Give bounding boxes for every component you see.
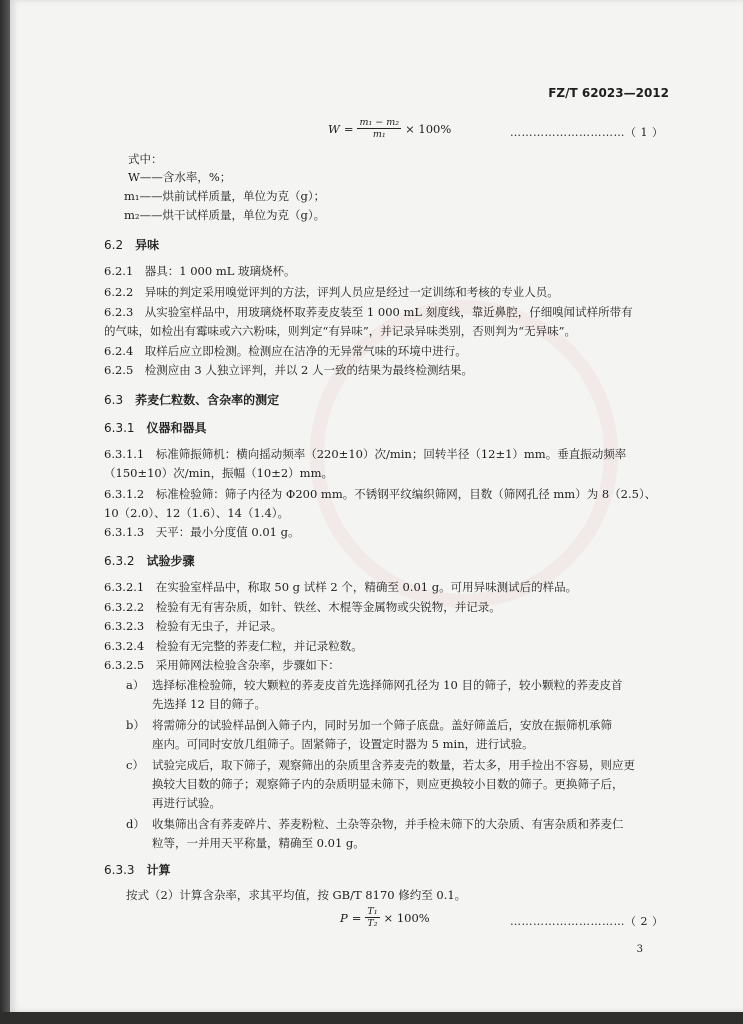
step-a-line-2: 先选择 12 目的筛子。	[152, 697, 266, 711]
step-c-line-2: 换较大目数的筛子；观察筛子内的杂质明显未筛下，则应更换较小目数的筛子。更换筛子后，	[152, 777, 624, 791]
para-6-3-2-2: 6.3.2.2 检验有无有害杂质，如针、铁丝、木棍等金属物或尖锐物，并记录。	[104, 600, 501, 614]
bottom-edge	[0, 1012, 743, 1024]
formula-1-tail: × 100%	[405, 121, 452, 136]
section-6-3-title: 荞麦仁粒数、含杂率的测定	[135, 393, 280, 407]
formula-1-number: …………………………（ 1 ）	[510, 126, 664, 139]
document-page	[10, 0, 743, 1012]
para-6-3-2-5: 6.3.2.5 采用筛网法检验含杂率，步骤如下：	[104, 658, 340, 672]
para-6-2-3: 6.2.3 从实验室样品中，用玻璃烧杯取荞麦皮装至 1 000 mL 刻度线，靠近鼻腔，仔细嗅闻试样所带有	[104, 305, 633, 319]
section-6-3-1-title: 仪器和器具	[146, 421, 207, 435]
binding-edge	[0, 0, 10, 1024]
para-6-3-2-1: 6.3.2.1 在实验室样品中，称取 50 g 试样 2 个，精确至 0.01 g。可用异味测试后的样品。	[104, 580, 578, 594]
section-6-3-3-number: 6.3.3	[104, 863, 135, 877]
formula-1-lhs: W	[328, 121, 340, 136]
para-6-3-1-3: 6.3.1.3 天平：最小分度值 0.01 g。	[104, 525, 300, 539]
para-6-2-4: 6.2.4 取样后应立即检测。检测应在洁净的无异常气味的环境中进行。	[104, 344, 467, 358]
section-6-3-2-heading	[104, 552, 195, 569]
section-6-2-heading	[104, 236, 159, 253]
step-b-line-2: 座内。可同时安放几组筛子。固紧筛子，设置定时器为 5 min，进行试验。	[152, 737, 534, 751]
formula-2-tail: × 100%	[383, 910, 430, 925]
para-6-2-2: 6.2.2 异味的判定采用嗅觉评判的方法，评判人员应是经过一定训练和考核的专业人员。	[104, 285, 559, 299]
where-line-3: m₂——烘干试样质量，单位为克（g）。	[124, 208, 326, 222]
where-line-1: W——含水率，%；	[128, 170, 232, 184]
section-6-3-3-heading	[104, 861, 171, 878]
formula-2-fraction	[365, 906, 379, 929]
standard-code: FZ/T 62023—2012	[548, 86, 669, 100]
step-c-line-1: 试验完成后，取下筛子，观察筛出的杂质里含荞麦壳的数量，若太多，用手捡出不容易，则应更	[152, 758, 635, 772]
where-label: 式中：	[128, 152, 163, 166]
section-6-3-2-number: 6.3.2	[104, 554, 135, 568]
section-6-3-1-heading	[104, 419, 207, 436]
step-c-mark: c）	[126, 758, 144, 772]
formula-2: P = $\frac{\text{T₁}}{\text{T₂}}$ × 100%	[340, 906, 430, 929]
para-6-2-5: 6.2.5 检测应由 3 人独立评判，并以 2 人一致的结果为最终检测结果。	[104, 363, 474, 377]
formula-1: W = $\frac{\text{m₁ − m₂}}{\text{m₁}}$ × 100%	[328, 117, 452, 140]
step-b-mark: b）	[126, 718, 145, 732]
section-6-3-3-title: 计算	[146, 863, 171, 877]
section-6-3-1-number: 6.3.1	[104, 421, 135, 435]
formula-2-number: …………………………（ 2 ）	[510, 915, 664, 928]
step-b-line-1: 将需筛分的试验样品倒入筛子内，同时另加一个筛子底盘。盖好筛盖后，安放在振筛机承筛	[152, 718, 612, 732]
formula-2-denominator: T₂	[367, 918, 378, 929]
formula-1-fraction	[357, 117, 401, 140]
formula-1-numerator: m₁ − m₂	[359, 117, 400, 128]
para-6-3-1-2: 6.3.1.2 标准检验筛：筛子内径为 Φ200 mm。不锈钢平纹编织筛网，目数（筛网孔径 mm）为 8（2.5）、	[104, 487, 657, 501]
para-6-3-2-4: 6.3.2.4 检验有无完整的荞麦仁粒，并记录粒数。	[104, 639, 363, 653]
step-a-line-1: 选择标准检验筛，较大颗粒的荞麦皮首先选择筛网孔径为 10 目的筛子，较小颗粒的荞麦皮首	[152, 678, 623, 692]
formula-2-lhs: P	[340, 910, 348, 925]
section-6-3-2-title: 试验步骤	[146, 554, 195, 568]
para-6-3-2-3: 6.3.2.3 检验有无虫子，并记录。	[104, 619, 283, 633]
section-6-3-heading	[104, 391, 279, 408]
formula-2-numerator: T₁	[367, 906, 378, 917]
para-6-2-3-cont: 的气味，如检出有霉味或六六粉味，则判定“有异味”，并记录异味类别，否则判为“无异味”。	[104, 324, 577, 338]
step-d-line-2: 粒等，一并用天平称量，精确至 0.01 g。	[152, 836, 365, 850]
para-6-3-1-1-cont: （150±10）次/min，振幅（10±2）mm。	[104, 466, 333, 480]
para-6-3-3: 按式（2）计算含杂率，求其平均值，按 GB/T 8170 修约至 0.1。	[126, 888, 467, 902]
formula-1-denominator: m₁	[372, 129, 386, 140]
step-d-line-1: 收集筛出含有荞麦碎片、荞麦粉粒、土杂等杂物，并手检未筛下的大杂质、有害杂质和荞麦仁	[152, 817, 624, 831]
page-number: 3	[636, 944, 643, 955]
para-6-3-1-2-cont: 10（2.0）、12（1.6）、14（1.4）。	[104, 506, 290, 520]
section-6-3-number: 6.3	[104, 393, 124, 407]
para-6-3-1-1: 6.3.1.1 标准筛振筛机：横向摇动频率（220±10）次/min；回转半径（12±1）mm。垂直振动频率	[104, 447, 627, 461]
section-6-2-number: 6.2	[104, 238, 124, 252]
section-6-2-title: 异味	[135, 238, 160, 252]
where-line-2: m₁——烘前试样质量，单位为克（g）；	[124, 189, 326, 203]
step-c-line-3: 再进行试验。	[152, 796, 221, 810]
step-d-mark: d）	[126, 817, 145, 831]
para-6-2-1: 6.2.1 器具：1 000 mL 玻璃烧杯。	[104, 264, 296, 278]
step-a-mark: a）	[126, 678, 145, 692]
